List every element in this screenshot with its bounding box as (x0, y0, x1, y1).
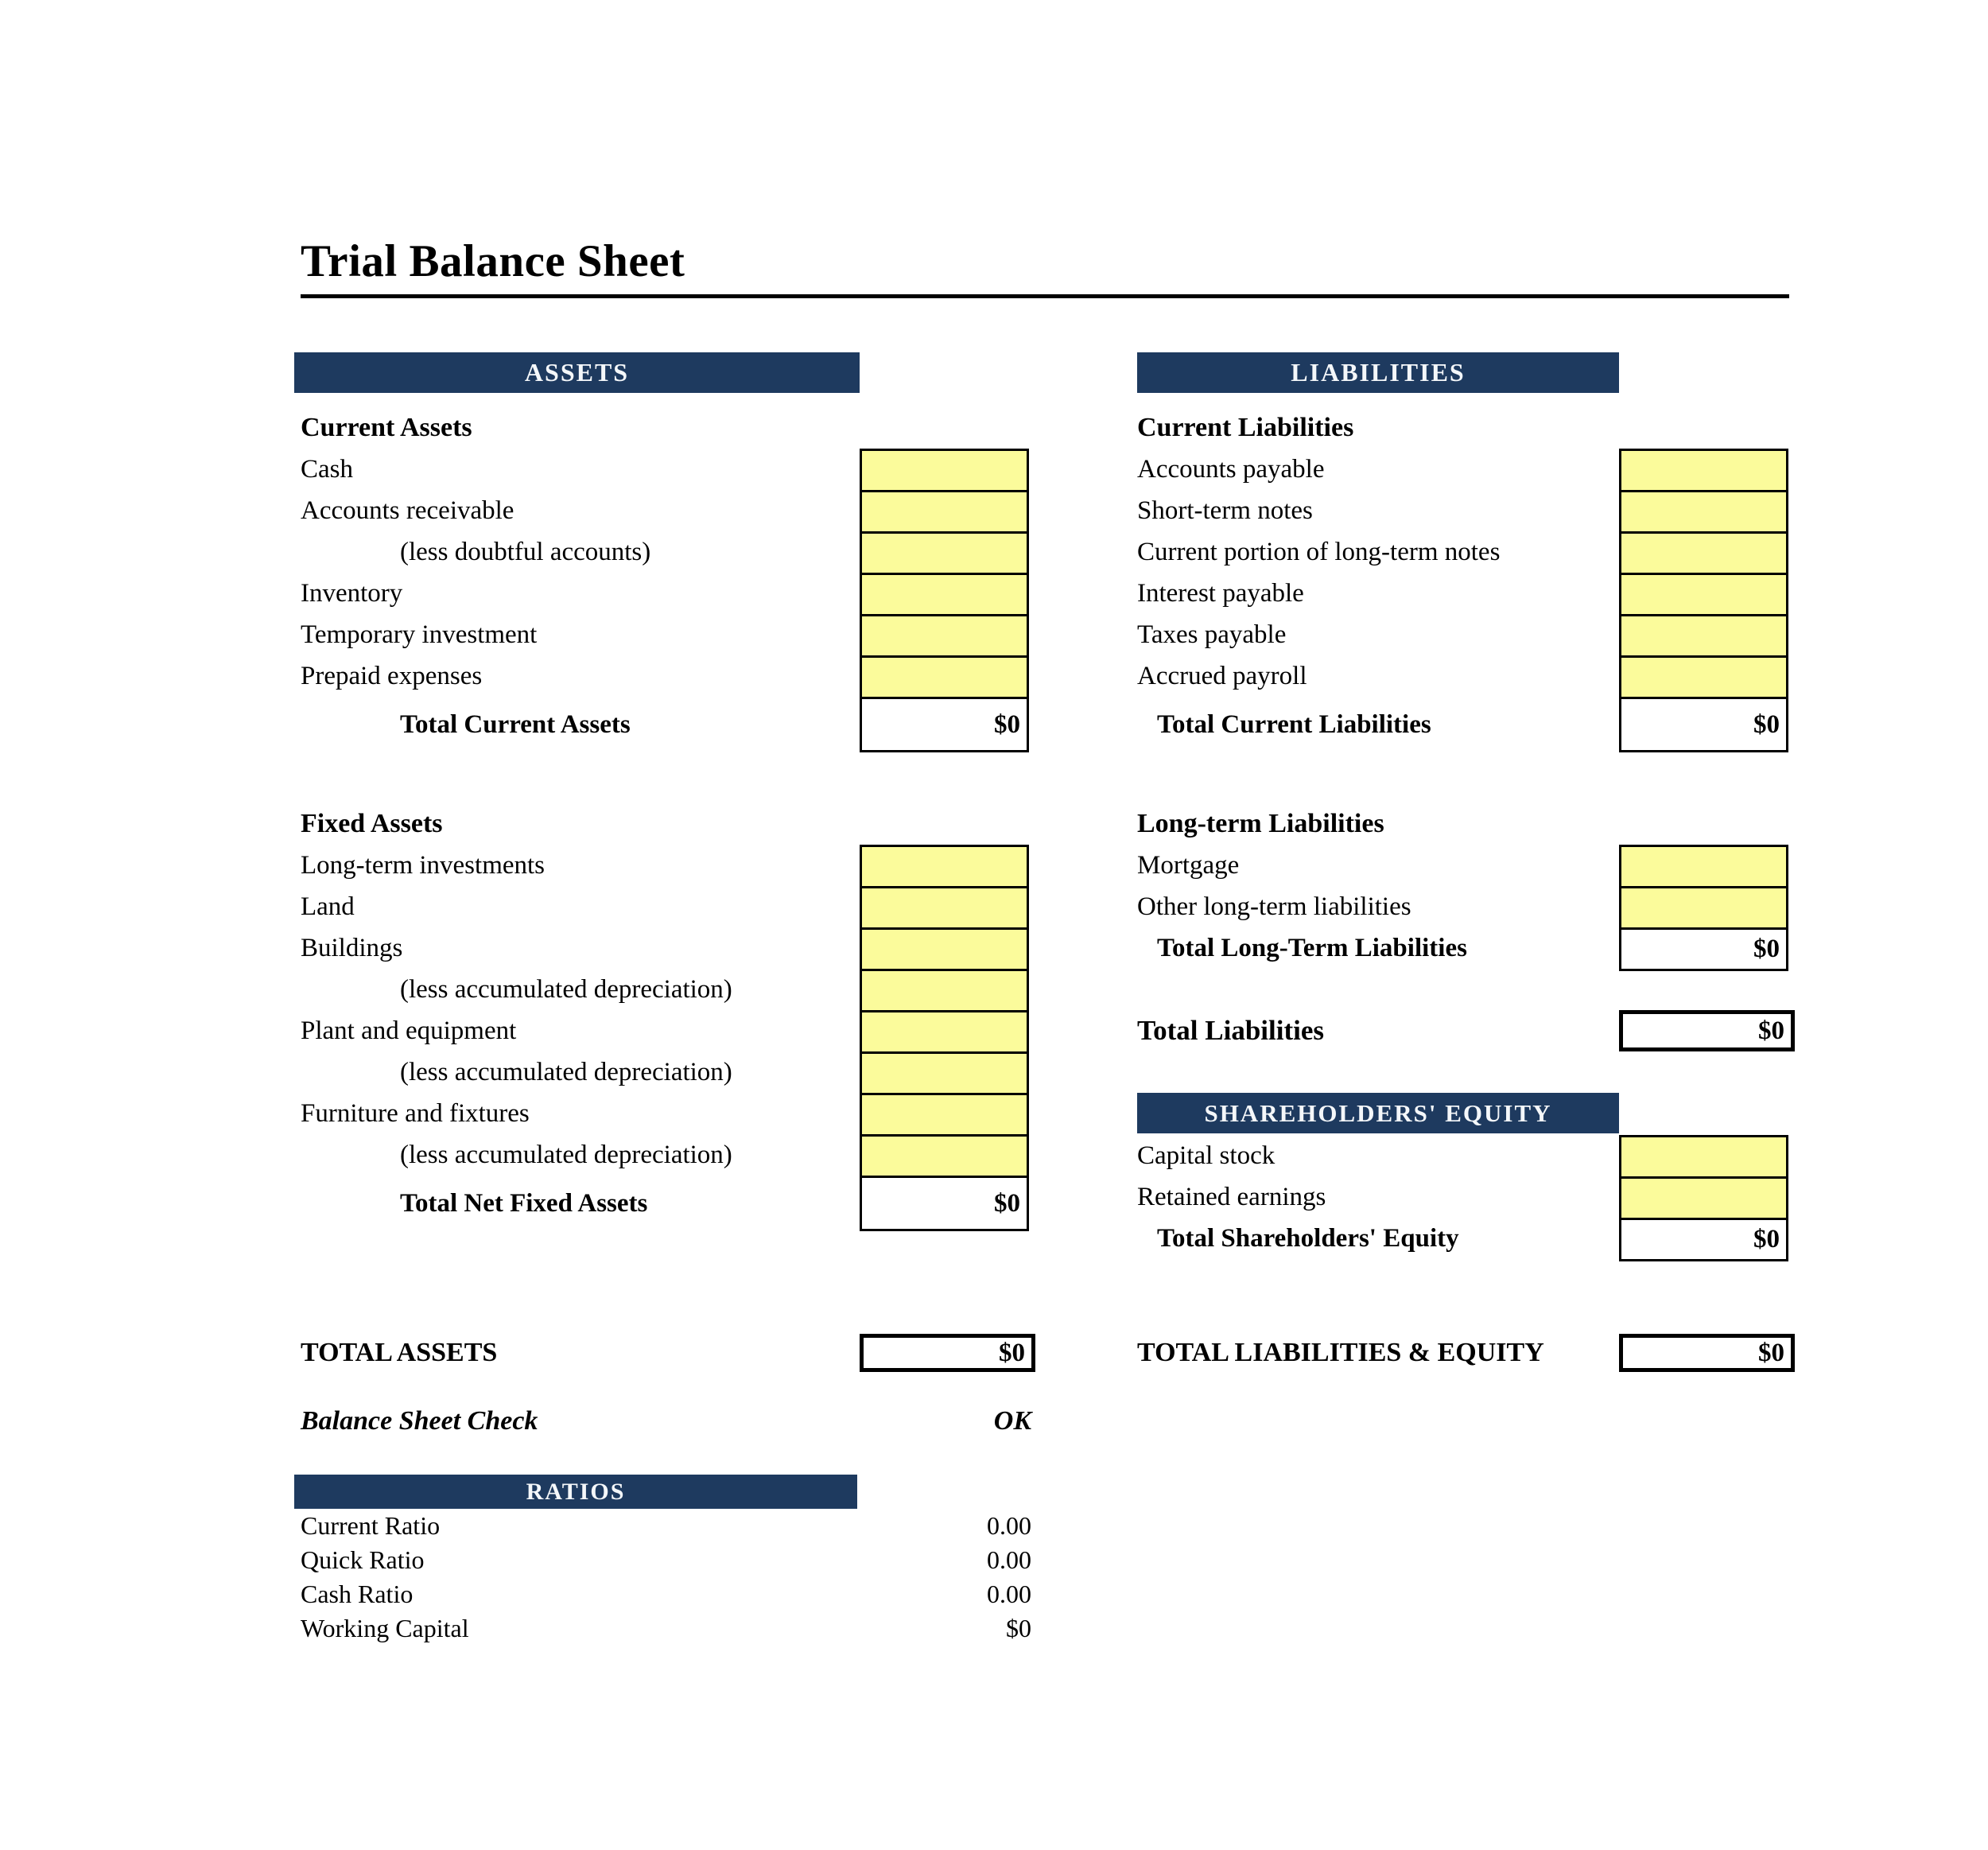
accounts-payable-input[interactable] (1621, 451, 1786, 492)
land-label: Land (301, 892, 355, 921)
shareholders-equity-cells (1619, 1135, 1788, 1261)
long-term-investments-label: Long-term investments (301, 850, 546, 880)
less-doubtful-accounts-label: (less doubtful accounts) (400, 537, 651, 566)
other-long-term-liabilities-label: Other long-term liabilities (1137, 892, 1411, 921)
working-capital-label: Working Capital (301, 1614, 469, 1642)
current-liabilities-labels (1137, 407, 1694, 752)
page-title: Trial Balance Sheet (301, 236, 685, 286)
furniture-less-depreciation-input[interactable] (862, 1137, 1027, 1178)
cash-ratio-row (301, 1577, 1031, 1611)
fixed-assets-heading: Fixed Assets (301, 809, 443, 838)
accounts-receivable-input[interactable] (862, 492, 1027, 534)
total-shareholders-equity-value: $0 (1621, 1220, 1786, 1259)
working-capital-value: $0 (1006, 1614, 1031, 1642)
interest-payable-label: Interest payable (1137, 578, 1304, 608)
current-portion-long-term-notes-label: Current portion of long-term notes (1137, 537, 1501, 566)
plant-and-equipment-input[interactable] (862, 1012, 1027, 1054)
fixed-assets-labels (301, 803, 857, 1231)
buildings-label: Buildings (301, 933, 403, 962)
balance-sheet-check-row (301, 1402, 1031, 1440)
fixed-assets-cells (860, 845, 1029, 1231)
taxes-payable-input[interactable] (1621, 616, 1786, 658)
ratios-list (301, 1509, 1031, 1646)
inventory-input[interactable] (862, 575, 1027, 616)
taxes-payable-label: Taxes payable (1137, 620, 1287, 649)
current-portion-long-term-notes-input[interactable] (1621, 534, 1786, 575)
current-assets-cells (860, 449, 1029, 752)
plant-less-depreciation-input[interactable] (862, 1054, 1027, 1095)
accounts-payable-label: Accounts payable (1137, 454, 1325, 484)
current-assets-heading: Current Assets (301, 413, 472, 442)
prepaid-expenses-input[interactable] (862, 658, 1027, 699)
prepaid-expenses-label: Prepaid expenses (301, 661, 483, 690)
total-assets-value: $0 (860, 1334, 1035, 1372)
long-term-investments-input[interactable] (862, 847, 1027, 888)
current-liabilities-cells (1619, 449, 1788, 752)
retained-earnings-input[interactable] (1621, 1179, 1786, 1220)
total-net-fixed-assets-label: Total Net Fixed Assets (400, 1188, 648, 1218)
ratios-section-header: RATIOS (294, 1475, 857, 1509)
temporary-investment-label: Temporary investment (301, 620, 538, 649)
total-liabilities-label: Total Liabilities (1137, 1015, 1325, 1046)
current-ratio-row (301, 1509, 1031, 1543)
balance-sheet-check-status: OK (993, 1406, 1031, 1436)
short-term-notes-input[interactable] (1621, 492, 1786, 534)
shareholders-equity-section-header: SHAREHOLDERS' EQUITY (1137, 1093, 1619, 1133)
total-current-liabilities-value: $0 (1621, 699, 1786, 750)
furniture-and-fixtures-label: Furniture and fixtures (301, 1098, 530, 1128)
long-term-liabilities-labels (1137, 803, 1694, 969)
accounts-receivable-label: Accounts receivable (301, 496, 514, 525)
capital-stock-label: Capital stock (1137, 1141, 1276, 1170)
long-term-liabilities-heading: Long-term Liabilities (1137, 809, 1384, 838)
total-liabilities-and-equity-value: $0 (1619, 1334, 1795, 1372)
current-ratio-value: 0.00 (987, 1511, 1031, 1540)
buildings-input[interactable] (862, 930, 1027, 971)
total-current-assets-label: Total Current Assets (400, 709, 631, 739)
assets-section-header: ASSETS (294, 352, 860, 393)
total-shareholders-equity-label: Total Shareholders' Equity (1157, 1223, 1459, 1253)
quick-ratio-row (301, 1543, 1031, 1577)
current-assets-labels (301, 407, 857, 752)
capital-stock-input[interactable] (1621, 1137, 1786, 1179)
plant-and-equipment-label: Plant and equipment (301, 1016, 517, 1045)
land-input[interactable] (862, 888, 1027, 930)
less-doubtful-accounts-input[interactable] (862, 534, 1027, 575)
interest-payable-input[interactable] (1621, 575, 1786, 616)
shareholders-equity-labels (1137, 1135, 1694, 1259)
quick-ratio-value: 0.00 (987, 1545, 1031, 1574)
long-term-liabilities-cells (1619, 845, 1788, 971)
total-liabilities-and-equity-label: TOTAL LIABILITIES & EQUITY (1137, 1338, 1544, 1367)
total-current-assets-value: $0 (862, 699, 1027, 750)
cash-input[interactable] (862, 451, 1027, 492)
mortgage-input[interactable] (1621, 847, 1786, 888)
retained-earnings-label: Retained earnings (1137, 1182, 1326, 1211)
buildings-less-depreciation-input[interactable] (862, 971, 1027, 1012)
other-long-term-liabilities-input[interactable] (1621, 888, 1786, 930)
title-underline (301, 294, 1789, 298)
total-long-term-liabilities-label: Total Long-Term Liabilities (1157, 933, 1467, 962)
temporary-investment-input[interactable] (862, 616, 1027, 658)
current-liabilities-heading: Current Liabilities (1137, 413, 1354, 442)
working-capital-row (301, 1611, 1031, 1646)
buildings-less-depreciation-label: (less accumulated depreciation) (400, 974, 732, 1004)
short-term-notes-label: Short-term notes (1137, 496, 1313, 525)
mortgage-label: Mortgage (1137, 850, 1240, 880)
balance-sheet-check-label: Balance Sheet Check (301, 1406, 538, 1436)
total-current-liabilities-label: Total Current Liabilities (1157, 709, 1431, 739)
plant-less-depreciation-label: (less accumulated depreciation) (400, 1057, 732, 1086)
furniture-less-depreciation-label: (less accumulated depreciation) (400, 1140, 732, 1169)
cash-label: Cash (301, 454, 353, 484)
inventory-label: Inventory (301, 578, 403, 608)
quick-ratio-label: Quick Ratio (301, 1545, 425, 1574)
furniture-and-fixtures-input[interactable] (862, 1095, 1027, 1137)
total-assets-label: TOTAL ASSETS (301, 1338, 498, 1367)
cash-ratio-value: 0.00 (987, 1580, 1031, 1608)
total-long-term-liabilities-value: $0 (1621, 930, 1786, 969)
accrued-payroll-input[interactable] (1621, 658, 1786, 699)
accrued-payroll-label: Accrued payroll (1137, 661, 1307, 690)
total-liabilities-value: $0 (1619, 1010, 1795, 1051)
cash-ratio-label: Cash Ratio (301, 1580, 414, 1608)
total-net-fixed-assets-value: $0 (862, 1178, 1027, 1229)
current-ratio-label: Current Ratio (301, 1511, 441, 1540)
liabilities-section-header: LIABILITIES (1137, 352, 1619, 393)
